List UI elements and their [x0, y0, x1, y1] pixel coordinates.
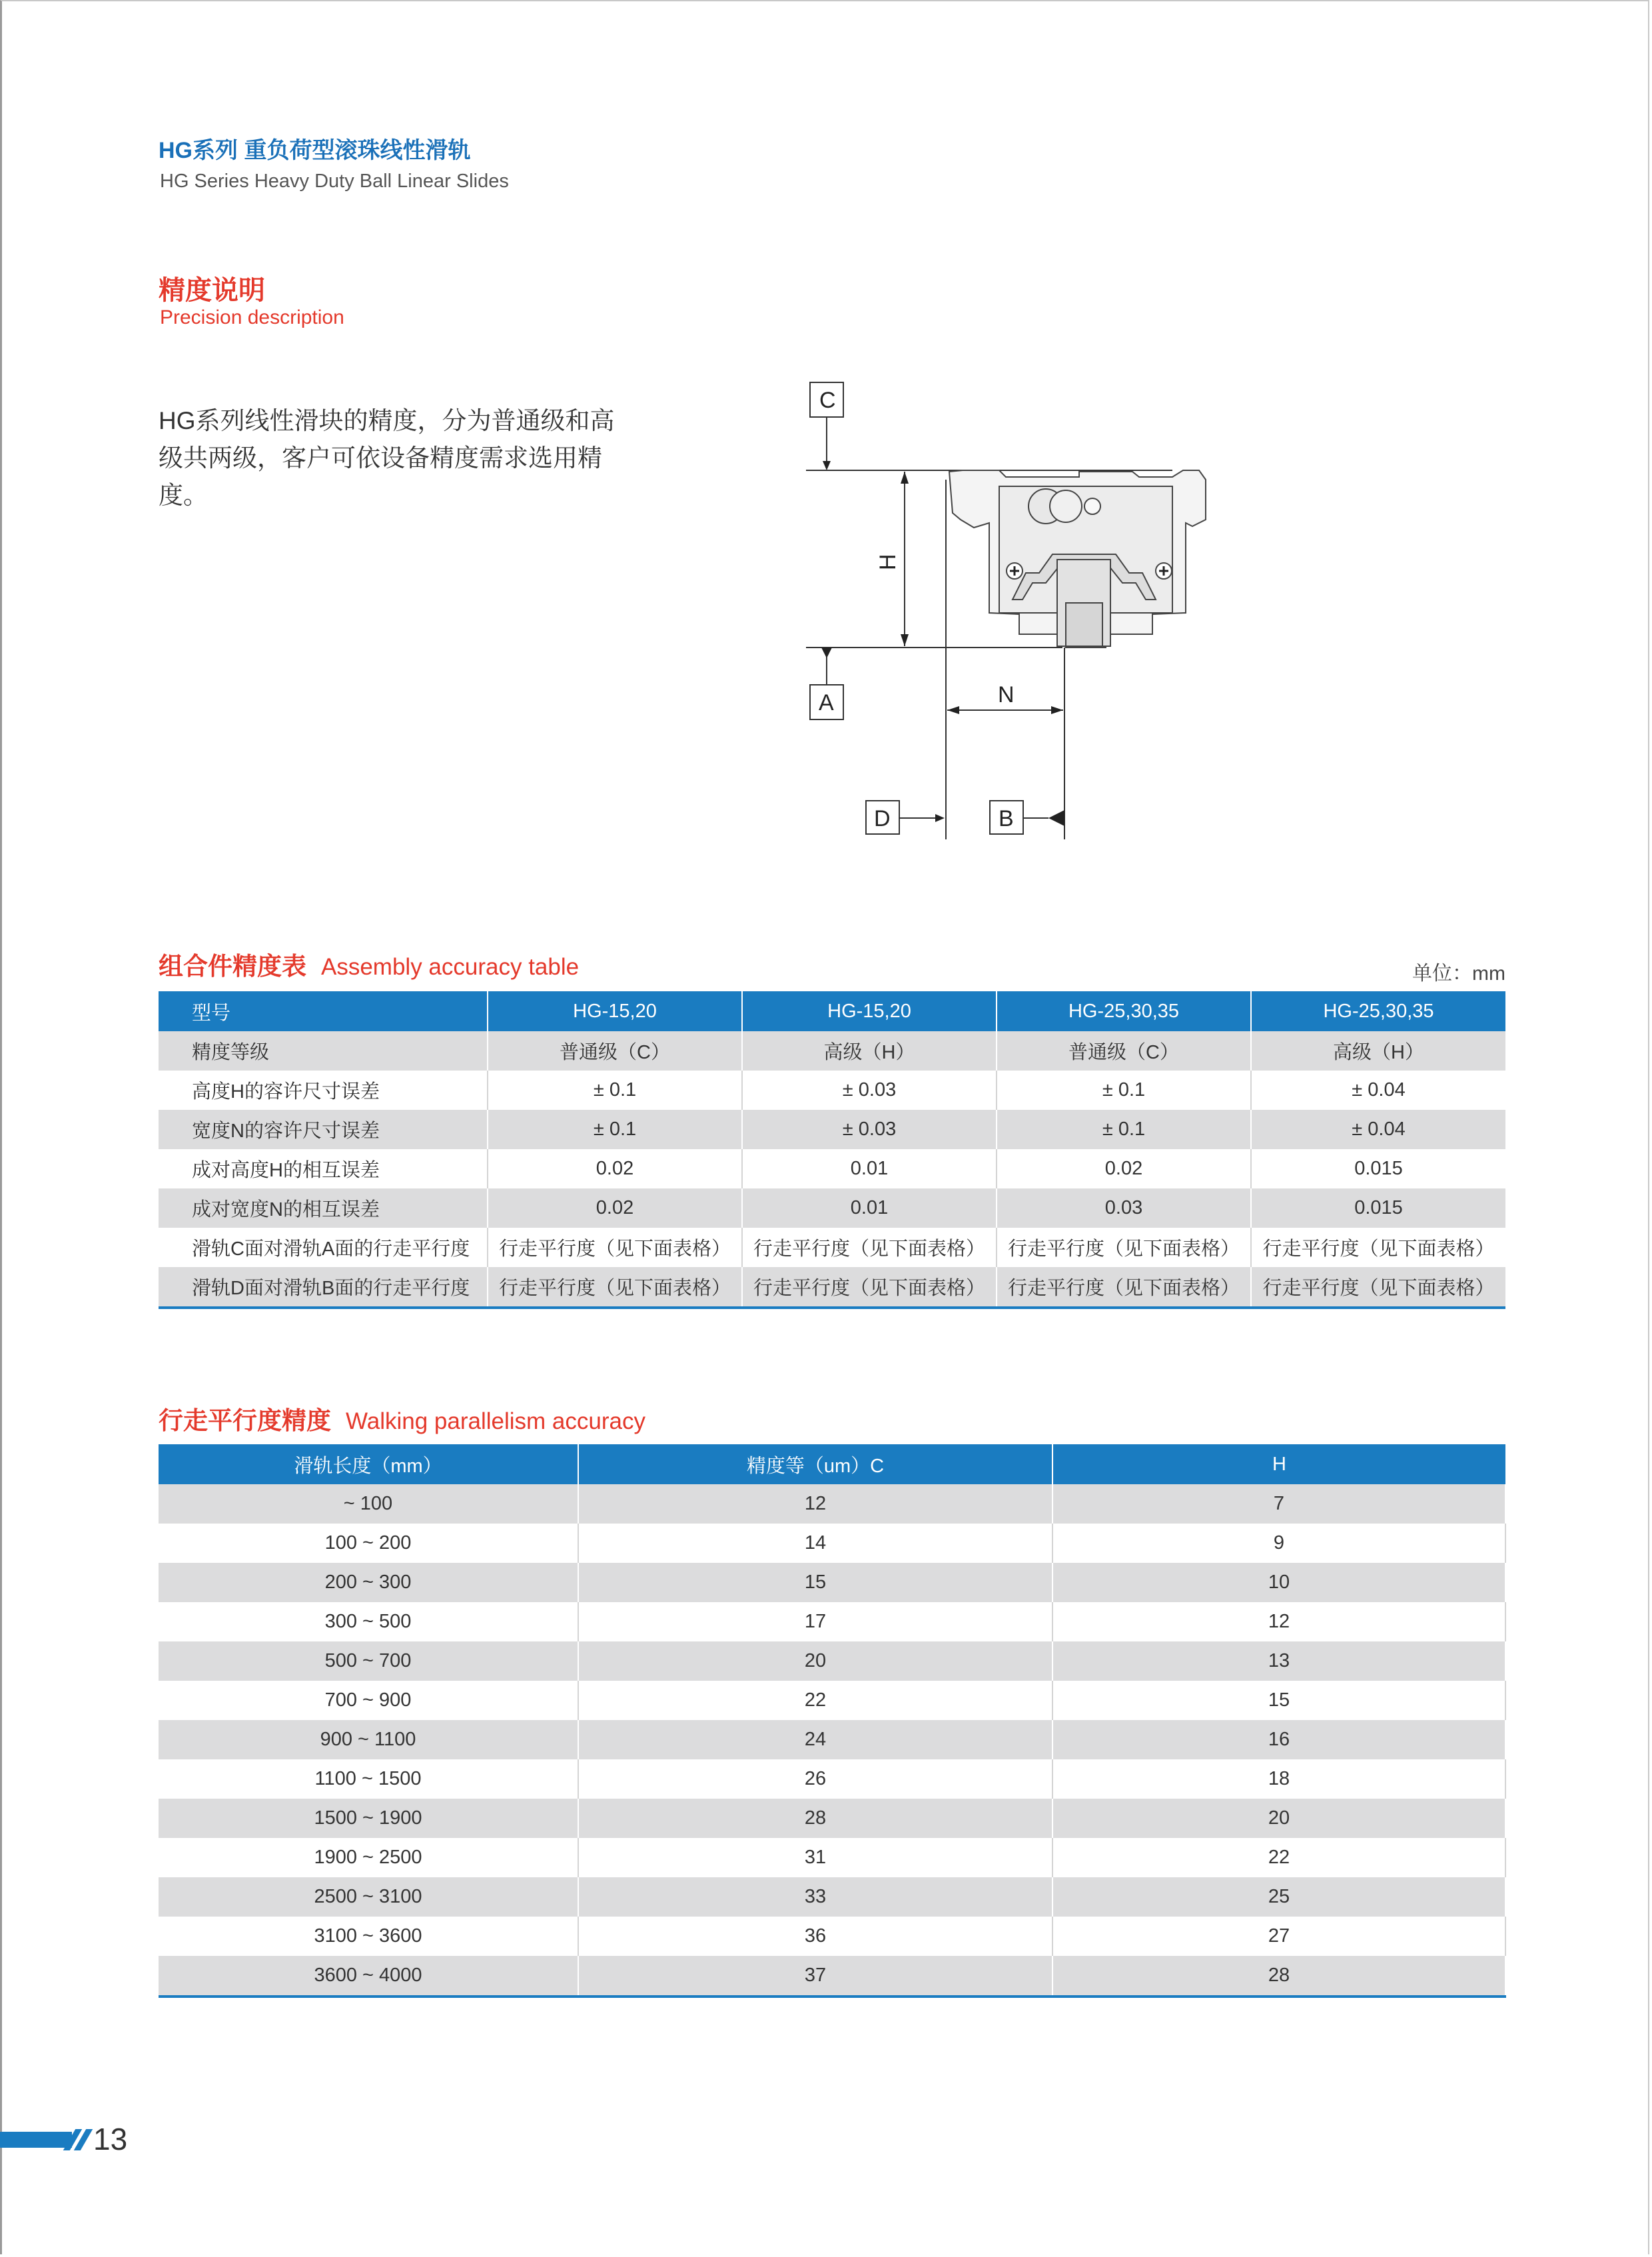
- row-label-cell: 900 ~ 1100: [159, 1720, 578, 1759]
- table-row: [159, 1838, 1505, 1877]
- value-cell: 17: [578, 1602, 1052, 1641]
- row-label-cell: 200 ~ 300: [159, 1563, 578, 1602]
- value-cell: 行走平行度（见下面表格）: [997, 1228, 1251, 1267]
- value-cell: 0.02: [488, 1188, 742, 1228]
- value-cell: 普通级（C）: [997, 1031, 1251, 1071]
- row-label-cell: 500 ~ 700: [159, 1641, 578, 1681]
- series-title-cn: HG系列 重负荷型滚珠线性滑轨: [159, 138, 471, 163]
- row-label-cell: 2500 ~ 3100: [159, 1877, 578, 1917]
- table-row: [159, 1524, 1505, 1563]
- value-cell: 37: [578, 1956, 1052, 1997]
- table-row: [159, 1877, 1505, 1917]
- row-label-cell: 滑轨C面对滑轨A面的行走平行度: [159, 1228, 488, 1267]
- assembly-title-en: Assembly accuracy table: [321, 954, 580, 980]
- row-label-cell: 3600 ~ 4000: [159, 1956, 578, 1997]
- value-cell: 12: [578, 1484, 1052, 1524]
- label-b: B: [999, 806, 1014, 831]
- value-cell: ± 0.1: [488, 1110, 742, 1149]
- value-cell: 36: [578, 1917, 1052, 1956]
- table-row: [159, 1267, 1505, 1308]
- value-cell: 行走平行度（见下面表格）: [997, 1267, 1251, 1308]
- assembly-table-title: [159, 946, 579, 982]
- row-label-cell: 1900 ~ 2500: [159, 1838, 578, 1877]
- label-n: N: [998, 682, 1015, 707]
- table-row: [159, 1759, 1505, 1799]
- table-row: [159, 1071, 1505, 1110]
- assembly-title-cn: 组合件精度表: [159, 953, 306, 980]
- value-cell: 12: [1052, 1602, 1505, 1641]
- table-header-row: [159, 991, 1505, 1031]
- value-cell: 0.01: [742, 1149, 997, 1188]
- value-cell: 16: [1052, 1720, 1505, 1759]
- value-cell: 25: [1052, 1877, 1505, 1917]
- value-cell: 0.03: [997, 1188, 1251, 1228]
- page-number: 13: [93, 2122, 128, 2156]
- header-cell: HG-25,30,35: [1251, 991, 1505, 1031]
- value-cell: 18: [1052, 1759, 1505, 1799]
- value-cell: 15: [578, 1563, 1052, 1602]
- table-row: [159, 1799, 1505, 1838]
- row-label-cell: 700 ~ 900: [159, 1681, 578, 1720]
- table-row: [159, 1641, 1505, 1681]
- header-cell: HG-15,20: [742, 991, 997, 1031]
- precision-description: HG系列线性滑块的精度，分为普通级和高级共两级，客户可依设备精度需求选用精度。: [159, 407, 615, 509]
- header-cell: 型号: [159, 991, 488, 1031]
- value-cell: 行走平行度（见下面表格）: [742, 1228, 997, 1267]
- walking-title-cn: 行走平行度精度: [159, 1407, 331, 1434]
- table-row: [159, 1681, 1505, 1720]
- walking-table-title: [159, 1400, 645, 1436]
- label-d: D: [874, 806, 891, 831]
- walking-parallelism-table: [159, 1444, 1506, 1998]
- value-cell: ± 0.1: [997, 1071, 1251, 1110]
- table-row: [159, 1228, 1505, 1267]
- label-h: H: [875, 554, 901, 570]
- value-cell: ± 0.1: [488, 1071, 742, 1110]
- value-cell: 9: [1052, 1524, 1505, 1563]
- table-row: [159, 1149, 1505, 1188]
- table-row: [159, 1110, 1505, 1149]
- table-row: [159, 1484, 1505, 1524]
- value-cell: 28: [1052, 1956, 1505, 1997]
- value-cell: 13: [1052, 1641, 1505, 1681]
- row-label-cell: 宽度N的容许尺寸误差: [159, 1110, 488, 1149]
- table-row: [159, 1917, 1505, 1956]
- value-cell: 31: [578, 1838, 1052, 1877]
- row-label-cell: 1100 ~ 1500: [159, 1759, 578, 1799]
- row-label-cell: 100 ~ 200: [159, 1524, 578, 1563]
- label-a: A: [819, 690, 834, 715]
- row-label-cell: 高度H的容许尺寸误差: [159, 1071, 488, 1110]
- row-label-cell: ~ 100: [159, 1484, 578, 1524]
- value-cell: 0.02: [488, 1149, 742, 1188]
- value-cell: ± 0.03: [742, 1071, 997, 1110]
- value-cell: 行走平行度（见下面表格）: [742, 1267, 997, 1308]
- value-cell: 高级（H）: [1251, 1031, 1505, 1071]
- value-cell: 10: [1052, 1563, 1505, 1602]
- value-cell: ± 0.1: [997, 1110, 1251, 1149]
- table-row: [159, 1031, 1505, 1071]
- value-cell: ± 0.04: [1251, 1110, 1505, 1149]
- series-title-en: HG Series Heavy Duty Ball Linear Slides: [160, 171, 509, 192]
- header-cell: 精度等（um）C: [578, 1444, 1052, 1484]
- value-cell: 27: [1052, 1917, 1505, 1956]
- value-cell: 0.02: [997, 1149, 1251, 1188]
- value-cell: 22: [578, 1681, 1052, 1720]
- value-cell: 普通级（C）: [488, 1031, 742, 1071]
- row-label-cell: 1500 ~ 1900: [159, 1799, 578, 1838]
- value-cell: 7: [1052, 1484, 1505, 1524]
- footer-accent-bar: [0, 2132, 72, 2148]
- value-cell: 33: [578, 1877, 1052, 1917]
- value-cell: 28: [578, 1799, 1052, 1838]
- value-cell: 0.01: [742, 1188, 997, 1228]
- header-cell: 滑轨长度（mm）: [159, 1444, 578, 1484]
- header-cell: H: [1052, 1444, 1505, 1484]
- slide-block-diagram: [799, 373, 1346, 853]
- row-label-cell: 300 ~ 500: [159, 1602, 578, 1641]
- value-cell: 0.015: [1251, 1188, 1505, 1228]
- row-label-cell: 滑轨D面对滑轨B面的行走平行度: [159, 1267, 488, 1308]
- header-cell: HG-25,30,35: [997, 991, 1251, 1031]
- value-cell: 行走平行度（见下面表格）: [1251, 1228, 1505, 1267]
- row-label-cell: 成对宽度N的相互误差: [159, 1188, 488, 1228]
- section-title-en: Precision description: [160, 306, 344, 328]
- table-row: [159, 1720, 1505, 1759]
- header-cell: HG-15,20: [488, 991, 742, 1031]
- value-cell: 20: [578, 1641, 1052, 1681]
- unit-label: 单位：mm: [1412, 963, 1505, 985]
- assembly-accuracy-table: [159, 991, 1505, 1309]
- value-cell: 行走平行度（见下面表格）: [488, 1228, 742, 1267]
- value-cell: ± 0.03: [742, 1110, 997, 1149]
- table-row: [159, 1956, 1505, 1997]
- walking-title-en: Walking parallelism accuracy: [346, 1408, 645, 1434]
- label-c: C: [819, 388, 836, 413]
- table-row: [159, 1188, 1505, 1228]
- value-cell: 行走平行度（见下面表格）: [1251, 1267, 1505, 1308]
- value-cell: 26: [578, 1759, 1052, 1799]
- value-cell: 24: [578, 1720, 1052, 1759]
- row-label-cell: 精度等级: [159, 1031, 488, 1071]
- value-cell: 14: [578, 1524, 1052, 1563]
- value-cell: 20: [1052, 1799, 1505, 1838]
- table-row: [159, 1563, 1505, 1602]
- value-cell: 15: [1052, 1681, 1505, 1720]
- value-cell: 0.015: [1251, 1149, 1505, 1188]
- row-label-cell: 成对高度H的相互误差: [159, 1149, 488, 1188]
- table-row: [159, 1602, 1505, 1641]
- row-label-cell: 3100 ~ 3600: [159, 1917, 578, 1956]
- table-header-row: [159, 1444, 1505, 1484]
- section-title-cn: 精度说明: [159, 276, 265, 305]
- value-cell: 高级（H）: [742, 1031, 997, 1071]
- value-cell: 22: [1052, 1838, 1505, 1877]
- value-cell: 行走平行度（见下面表格）: [488, 1267, 742, 1308]
- value-cell: ± 0.04: [1251, 1071, 1505, 1110]
